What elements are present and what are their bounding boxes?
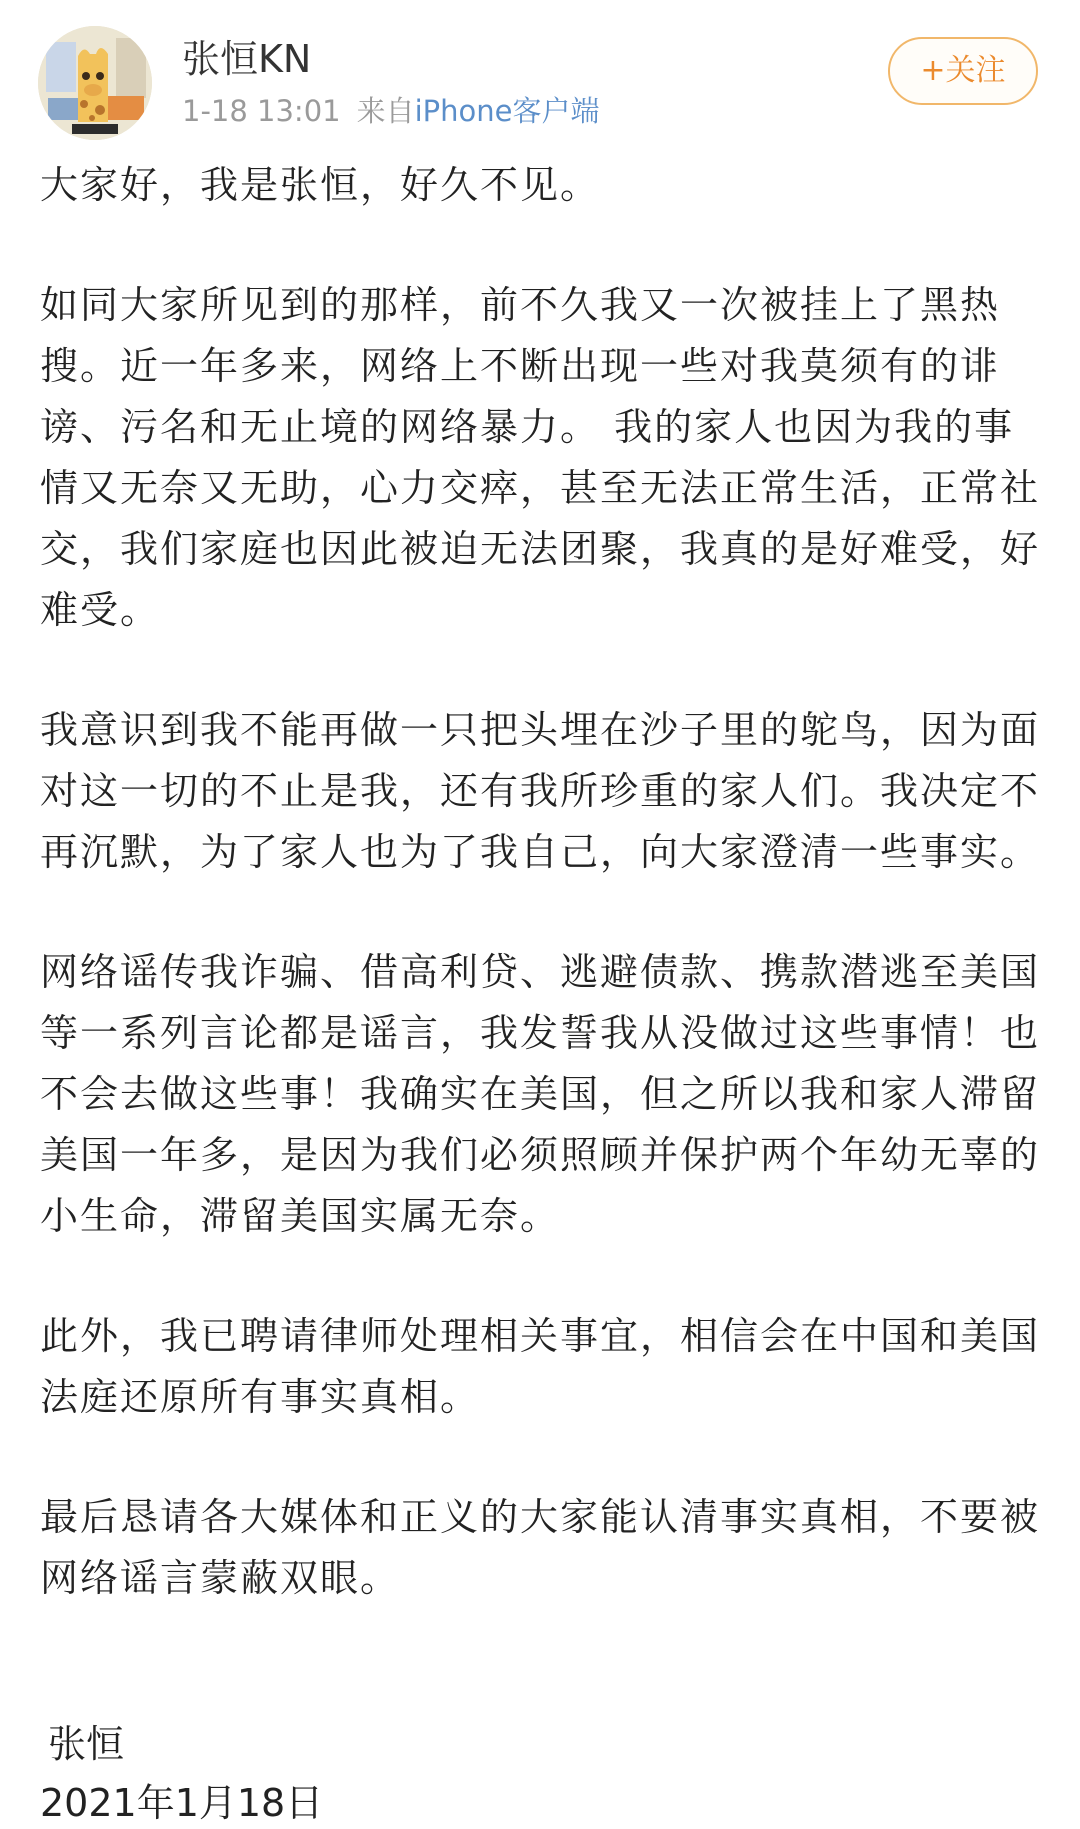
post-paragraph: 我意识到我不能再做一只把头埋在沙子里的鸵鸟，因为面对这一切的不止是我，还有我所珍重的家人们。我决定不再沉默，为了家人也为了我自己，向大家澄清一些事实。	[40, 708, 1041, 874]
post-header	[0, 0, 1080, 140]
post-paragraph: 最后恳请各大媒体和正义的大家能认清事实真相，不要被网络谣言蒙蔽双眼。	[40, 1495, 1041, 1600]
post-meta	[182, 92, 600, 130]
giraffe-avatar-icon	[38, 26, 152, 140]
post-paragraph: 网络谣传我诈骗、借高利贷、逃避债款、携款潜逃至美国等一系列言论都是谣言，我发誓我从没做过这些事情！也不会去做这些事！我确实在美国，但之所以我和家人滞留美国一年多，是因为我们必须照顾并保护两个年幼无辜的小生命，滞留美国实属无奈。	[40, 950, 1041, 1238]
source-link[interactable]: iPhone客户端	[414, 94, 600, 128]
username[interactable]: 张恒KN	[182, 37, 312, 81]
signature-name: 张恒	[48, 1722, 125, 1766]
post-body	[40, 155, 1040, 1668]
signature-date: 2021年1月18日	[40, 1781, 324, 1825]
post-paragraph: 此外，我已聘请律师处理相关事宜，相信会在中国和美国法庭还原所有事实真相。	[40, 1314, 1041, 1419]
follow-button[interactable]: +关注	[888, 37, 1038, 105]
post-paragraph: 如同大家所见到的那样，前不久我又一次被挂上了黑热搜。近一年多来，网络上不断出现一些对我莫须有的诽谤、污名和无止境的网络暴力。 我的家人也因为我的事情又无奈又无助，心力交瘁，甚至无法正常生活，正常社交，我们家庭也因此被迫无法团聚，我真的是好难受，好难受。	[40, 283, 1041, 632]
avatar[interactable]	[38, 26, 152, 140]
source-prefix: 来自	[356, 94, 415, 128]
post-paragraph: 大家好，我是张恒，好久不见。	[40, 163, 601, 207]
post-time: 1-18 13:01	[182, 94, 341, 128]
